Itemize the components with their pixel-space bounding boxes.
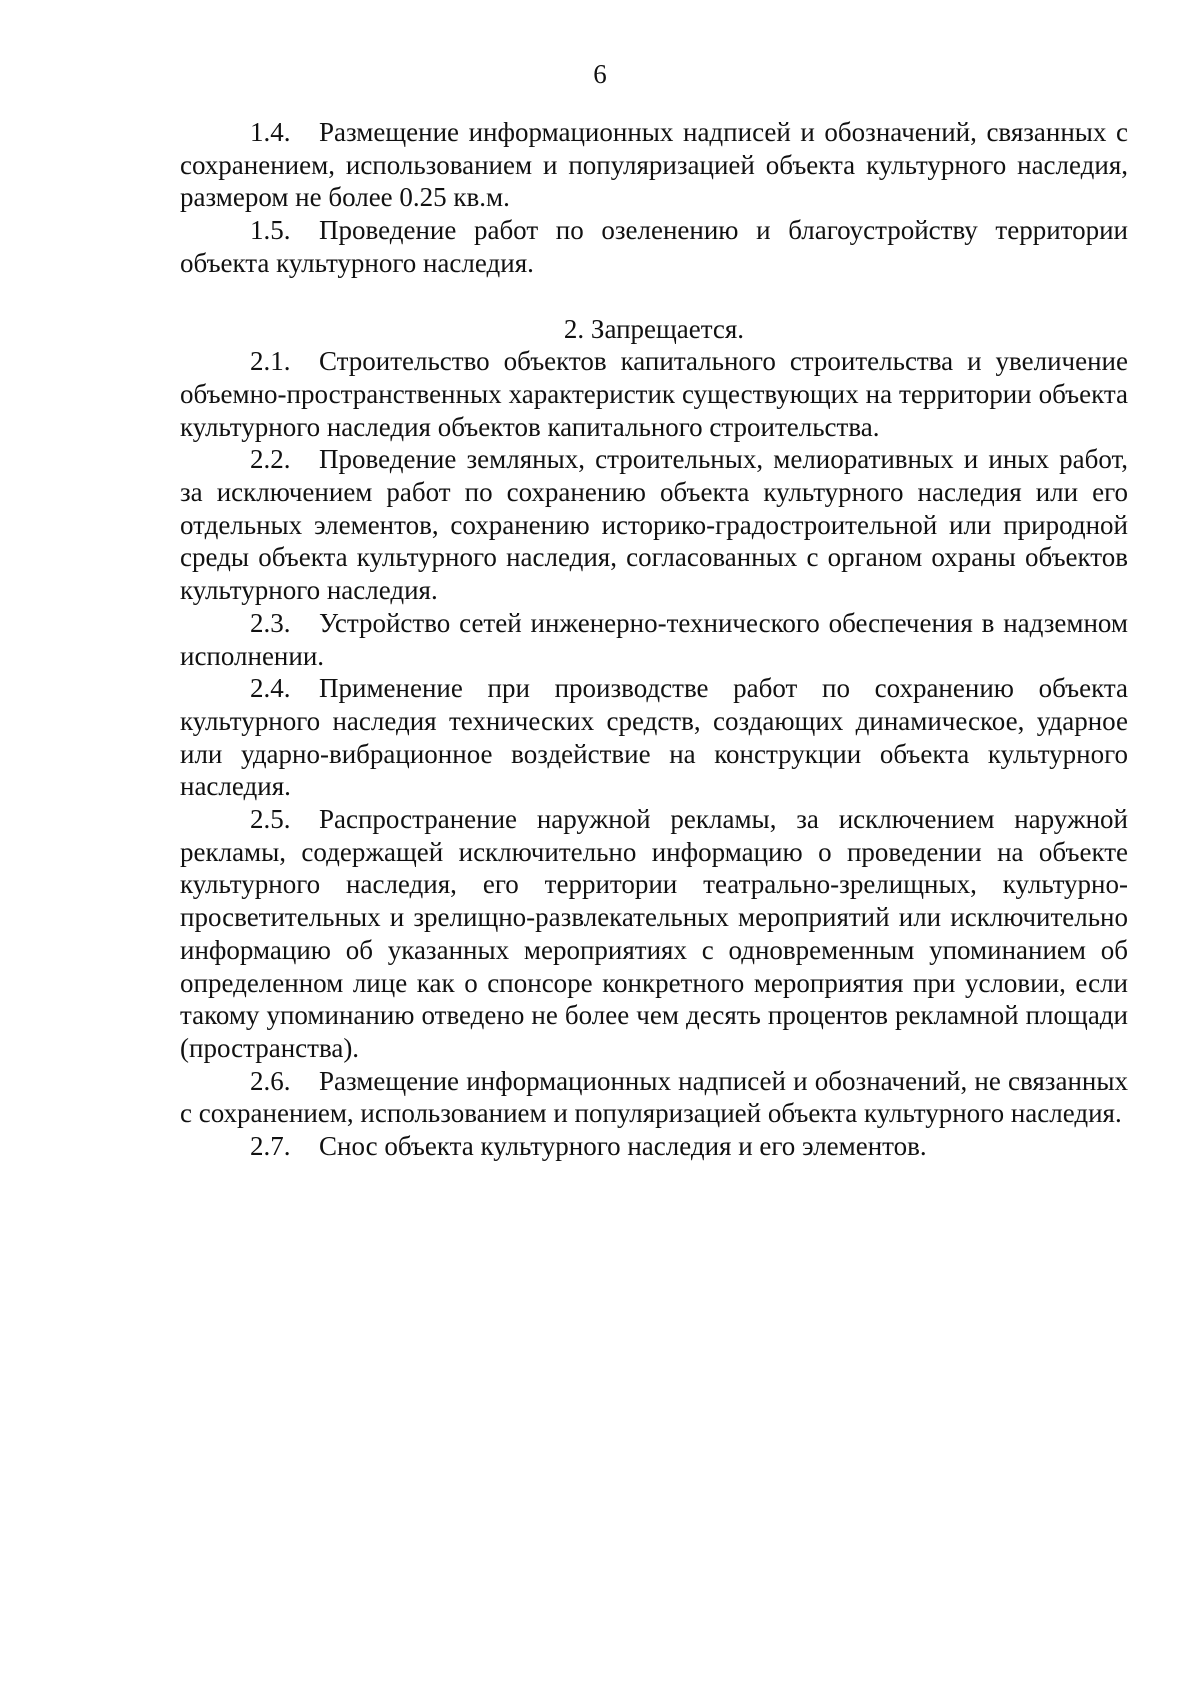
clause-2-7 (180, 1130, 1128, 1163)
clause-text: Строительство объектов капитального строительства и увеличение объемно-пространственных характеристик существующих на территории объекта культурного наследия объектов капитального строительства. (180, 346, 1128, 442)
clause-text: Проведение земляных, строительных, мелиоративных и иных работ, за исключением работ по сохранению объекта культурного наследия или его отдельных элементов, сохранению историко-градостроительной или природной среды объекта культурного наследия, согласованных с органом охраны объектов культурного наследия. (180, 444, 1128, 606)
clause-2-4 (180, 672, 1128, 803)
clause-number: 2.5. (250, 804, 291, 835)
clause-2-2 (180, 443, 1128, 607)
clause-text: Применение при производстве работ по сохранению объекта культурного наследия технических средств, создающих динамическое, ударное или ударно-вибрационное воздействие на конструкции объекта культурного наследия. (180, 673, 1128, 802)
clause-number: 2.2. (250, 444, 291, 475)
clause-text: Устройство сетей инженерно-технического обеспечения в надземном исполнении. (180, 607, 1128, 671)
clause-2-6 (180, 1065, 1128, 1130)
clause-2-5 (180, 803, 1128, 1065)
clause-1-5 (180, 214, 1128, 279)
clause-number: 2.6. (250, 1065, 291, 1096)
clause-text: Распространение наружной рекламы, за исключением наружной рекламы, содержащей исключительно информацию о проведении на объекте культурного наследия, его территории театрально-зрелищных, культурно-просветительных и зрелищно-развлекательных мероприятий или исключительно информацию об указанных мероприятиях с одновременным упоминанием об определенном лице как о спонсоре конкретного мероприятия при условии, если такому упоминанию отведено не более чем десять процентов рекламной площади (пространства). (180, 804, 1128, 1063)
clause-text: Размещение информационных надписей и обозначений, не связанных с сохранением, использованием и популяризацией объекта культурного наследия. (180, 1065, 1128, 1129)
clause-number: 2.1. (250, 346, 291, 377)
clause-number: 1.5. (250, 215, 291, 246)
clause-number: 2.4. (250, 673, 291, 704)
page-number: 6 (593, 59, 607, 89)
document-body (180, 116, 1128, 1163)
section-heading: 2. Запрещается. (563, 313, 745, 344)
clause-text: Проведение работ по озеленению и благоустройству территории объекта культурного наследия. (180, 215, 1128, 278)
clause-2-3 (180, 607, 1128, 672)
clause-1-4 (180, 116, 1128, 214)
clause-text: Размещение информационных надписей и обозначений, связанных с сохранением, использованием и популяризацией объекта культурного наследия, размером не более 0.25 кв.м. (180, 117, 1128, 213)
clause-number: 2.3. (250, 607, 291, 638)
clause-number: 2.7. (250, 1131, 291, 1162)
clause-2-1 (180, 345, 1128, 443)
clause-number: 1.4. (250, 117, 291, 147)
clause-text: Снос объекта культурного наследия и его элементов. (319, 1131, 927, 1162)
